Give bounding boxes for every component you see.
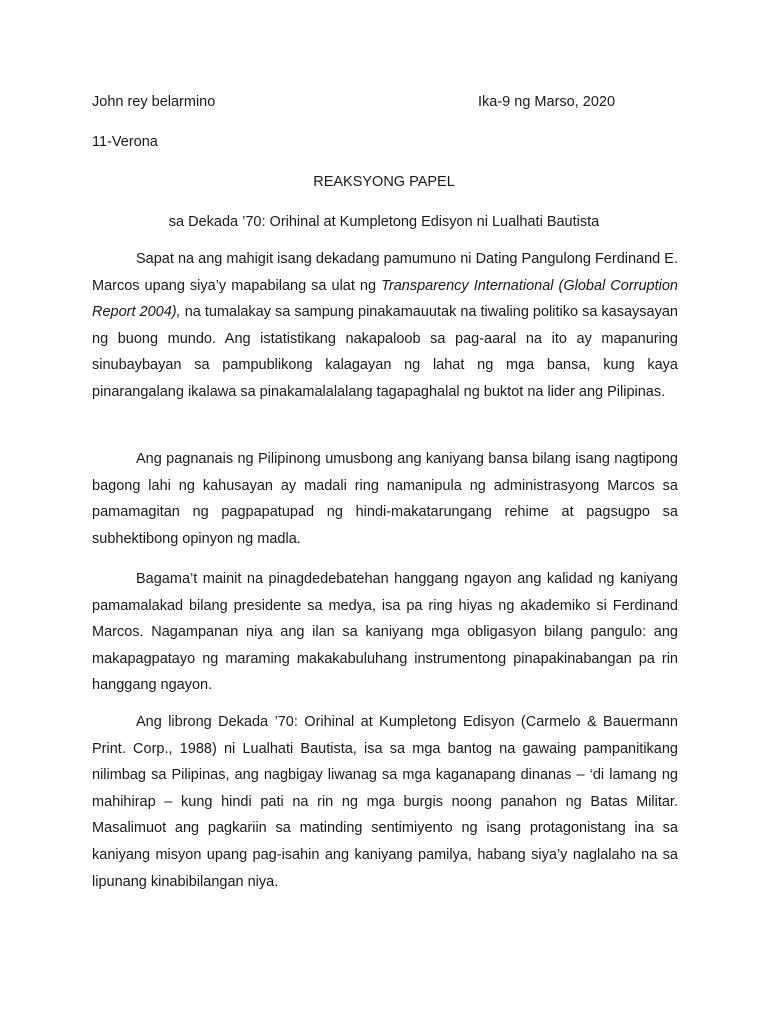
paragraph-1-citation: Transparency International (Global Corruption Report 2004), — [92, 277, 678, 321]
paragraph-1-text-cont: na tumalakay sa sampung pinakamauutak na tiwaling politiko sa kasaysayan ng buong mundo. Ang istatistikang nakapaloob sa pag-aaral na ito ay mapanuring sinubaybayan sa pampublikong kalagayan ng lahat ng mga bansa, kung kaya pinarangalang ikalawa sa pinakamalalalang tagapaghalal ng buktot na lider ang Pilipinas. — [92, 304, 678, 400]
paragraph-1 — [92, 246, 678, 406]
paragraph-2: Ang pagnanais ng Pilipinong umusbong ang kaniyang bansa bilang isang nagtipong bagong lahi ng kahusayan ay madali ring namanipula ng administrasyong Marcos sa pamamagitan ng pagpapatupad ng hindi-makatarungang rehime at pagsugpo sa subhektibong opinyon ng madla. — [92, 451, 678, 547]
paragraph-1-text: Sapat na ang mahigit isang dekadang pamumuno ni Dating Pangulong Ferdinand E. Marcos upang siya’y mapabilang sa ulat ng — [92, 251, 678, 294]
document-subtitle: sa Dekada ’70: Orihinal at Kumpletong Edisyon ni Lualhati Bautista — [168, 214, 600, 230]
class-section: 11-Verona — [92, 134, 158, 150]
document-date: Ika-9 ng Marso, 2020 — [478, 94, 616, 110]
paragraph-4: Ang librong Dekada ’70: Orihinal at Kumpletong Edisyon (Carmelo & Bauermann Print. Corp., 1988) ni Lualhati Bautista, isa sa mga bantog na gawaing pampanitikang nilimbag sa Pilipinas, ang nagbigay liwanag sa mga kaganapang dinanas – ‘di lamang ng mahihirap – kung hindi pati na rin ng mga burgis noong panahon ng Batas Militar. Masalimuot ang pagkariin sa matinding sentimiyento ng isang protagonistang ina sa kaniyang misyon upang pag-isahin ang kaniyang pamilya, habang siya’y naglalaho na sa lipunang kinabibilangan niya. — [92, 714, 678, 890]
author-name: John rey belarmino — [92, 94, 216, 110]
paragraph-3: Bagama’t mainit na pinagdedebatehan hanggang ngayon ang kalidad ng kaniyang pamamalakad bilang presidente sa medya, isa pa ring hiyas ng akademiko si Ferdinand Marcos. Nagampanan niya ang ilan sa kaniyang mga obligasyon bilang pangulo: ang makapagpatayo ng maraming makakabuluhang instrumentong pinapakinabangan pa rin hanggang ngayon. — [92, 571, 678, 694]
document-title: REAKSYONG PAPEL — [313, 174, 455, 190]
